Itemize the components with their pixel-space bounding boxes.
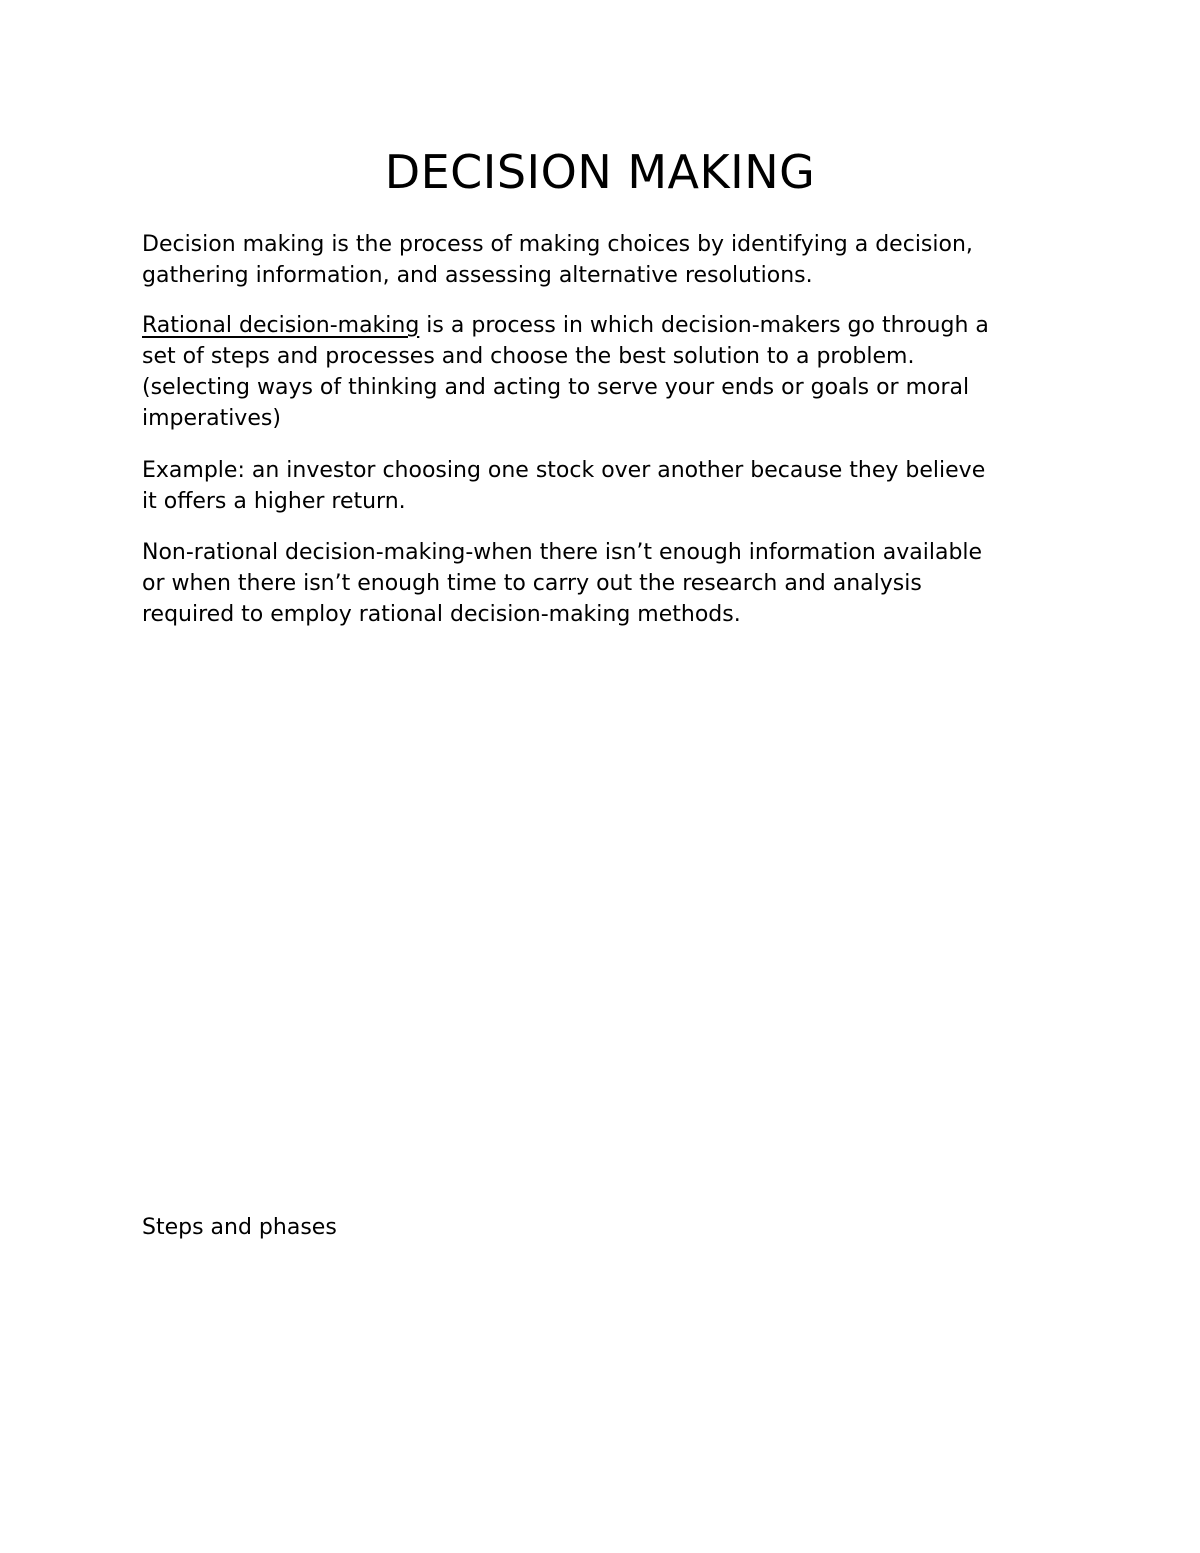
rational-decision-making-text: is a process in which decision-makers go through a set of steps and processes and choose the best solution to a problem. (selecting ways of thinking and acting to serve your ends or goals or moral imperatives) <box>142 313 989 431</box>
rational-decision-making-term: Rational decision-making <box>142 313 420 338</box>
definition-paragraph: Decision making is the process of making choices by identifying a decision, gathering information, and assessing alternative resolutions. <box>142 232 973 288</box>
example-paragraph: Example: an investor choosing one stock over another because they believe it offers a higher return. <box>142 458 986 514</box>
rational-decision-making-paragraph <box>142 310 1067 434</box>
steps-and-phases-heading: Steps and phases <box>142 1215 337 1240</box>
document-title: DECISION MAKING <box>384 145 816 199</box>
non-rational-paragraph: Non-rational decision-making-when there isn’t enough information available or when there isn’t enough time to carry out the research and analysis required to employ rational decision-making methods. <box>142 540 983 627</box>
